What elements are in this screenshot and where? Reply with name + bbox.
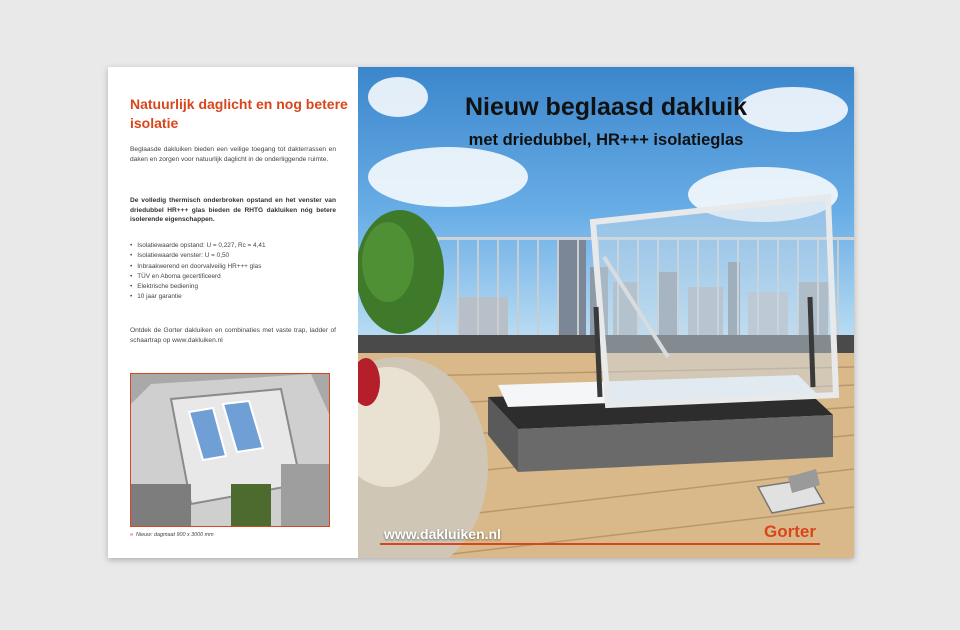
list-item: • 10 jaar garantie (130, 292, 340, 302)
headline-main: Nieuw beglaasd dakluik (464, 93, 748, 121)
intro-paragraph: Beglaasde dakluiken bieden een veilige toegang tot dakterrassen en daken en zorgen voor natuurlijk daglicht in de onderliggende ruimte. (130, 146, 336, 163)
bold-paragraph: De volledig thermisch onderbroken opstand en het venster van driedubbel HR+++ glas bieden de RHTG dakluiken nóg betere isolerende eigenschappen. (130, 197, 336, 224)
caption-text: Nieuw: dagmaat 900 x 3000 mm (136, 532, 214, 538)
list-item: • Inbraakwerend en doorvalveilig HR+++ glas (130, 262, 340, 272)
interior-skylight-photo (130, 373, 330, 527)
brochure-spread (108, 67, 854, 558)
outro-paragraph: Ontdek de Gorter dakluiken en combinaties met vaste trap, ladder of schaartrap op www.dakluiken.nl (130, 327, 336, 344)
feature-list (130, 241, 340, 303)
photo-caption (130, 532, 214, 538)
list-item: • Isolatiewaarde venster: U = 0,50 (130, 251, 340, 261)
left-page-title: Natuurlijk daglicht en nog betere isolatie (130, 96, 348, 131)
right-page (358, 67, 854, 558)
skylight-illustration (131, 374, 329, 526)
list-item: • Elektrische bediening (130, 282, 340, 292)
accent-divider (380, 543, 820, 545)
left-page (108, 67, 358, 558)
list-item: • TÜV en Aboma gecertificeerd (130, 272, 340, 282)
website-url[interactable]: www.dakluiken.nl (384, 526, 501, 542)
caption-chevron-icon: » (130, 532, 133, 538)
headline-sub: met driedubbel, HR+++ isolatieglas (468, 131, 744, 149)
list-item: • Isolatiewaarde opstand: U = 0,227, Rc = 4,41 (130, 241, 340, 251)
gorter-logo: Gorter (764, 522, 816, 541)
